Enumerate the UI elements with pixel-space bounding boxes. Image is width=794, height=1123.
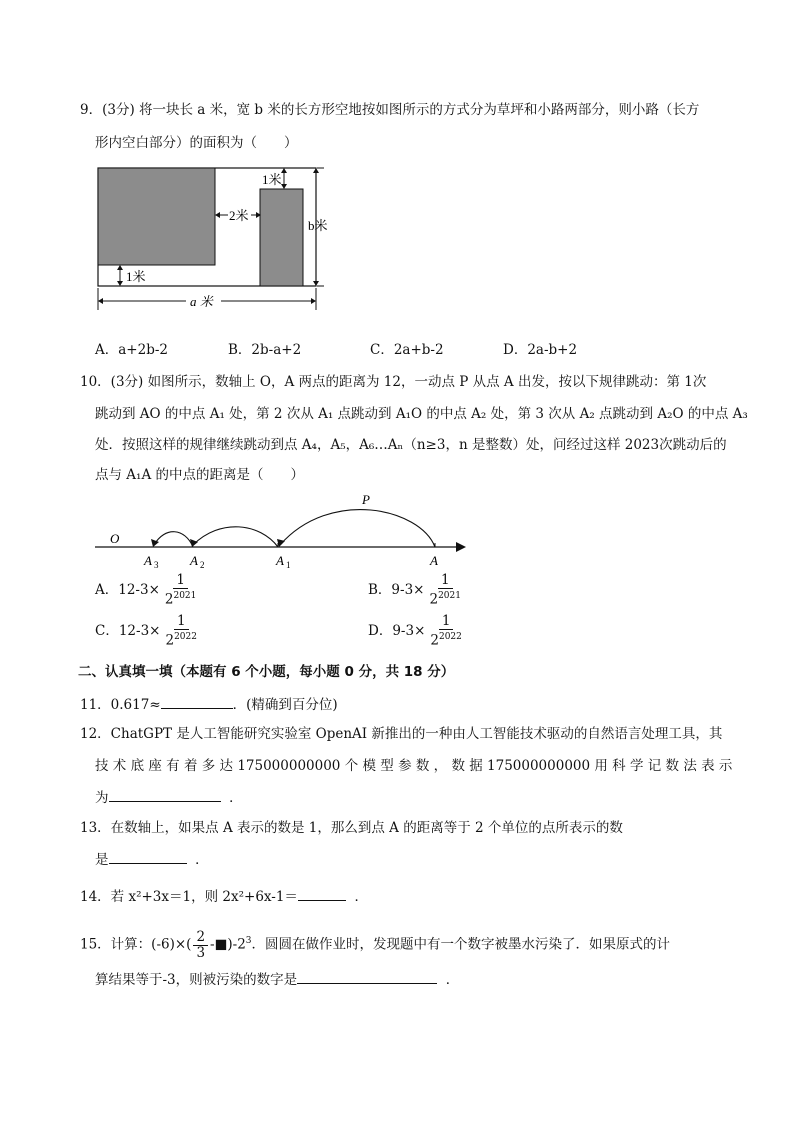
lawn-right [260,189,303,286]
q10-text-line3: 处．按照这样的规律继续跳动到点 A₄，A₅，A₆…Aₙ（n≥3，n 是整数）处，问经过这样 2023次跳动后的 [95,437,727,453]
label-2m: 2米 [229,208,249,223]
q10-number-line-figure [90,488,470,570]
label-bm: b米 [308,218,328,233]
q12-text-line3: 为 ． [95,787,243,808]
q9-option-a: A．a+2b-2 [95,342,168,358]
q13-answer-blank[interactable] [109,849,187,864]
q15-answer-blank[interactable] [297,969,437,984]
section-2-title: 二、认真填一填（本题有 6 个小题，每小题 0 分，共 18 分） [78,664,455,680]
q9-text-line2: 形内空白部分）的面积为（ ） [95,135,298,151]
q13-text-line2: 是 ． [95,849,209,870]
label-1m-top: 1米 [262,172,282,187]
label-P: P [362,492,370,507]
q9-text-line1: 9．(3分) 将一块长 a 米，宽 b 米的长方形空地按如图所示的方式分为草坪和小路两部分，则小路（长方 [80,102,700,118]
label-A1: A [276,553,284,568]
q13-text-line1: 13．在数轴上，如果点 A 表示的数是 1，那么到点 A 的距离等于 2 个单位的点所表示的数 [80,820,623,836]
q14-answer-blank[interactable] [298,886,346,901]
q10-option-b: B．9-3× $\frac{1}{2^{2021}}$ [368,572,461,608]
q10-option-c: C．12-3× $\frac{1}{2^{2022}}$ [95,613,197,649]
label-A: A [430,553,438,568]
label-A3-sub: 3 [154,560,159,570]
q10-option-d: D．9-3× $\frac{1}{2^{2022}}$ [368,613,462,649]
q15-text-line1: 15．计算：(-6)×( $\frac{2}{3}$ $-■)-2^3$．圆圆在做作业时，发现题中有一个数字被墨水污染了．如果原式的计 [80,928,671,961]
label-1m-bottom: 1米 [126,269,146,284]
label-O: O [110,531,120,546]
q9-figure [88,160,348,320]
label-am: a 米 [190,294,213,309]
label-A2-sub: 2 [200,560,205,570]
q9-option-c: C．2a+b-2 [370,342,444,358]
q12-text-line1: 12．ChatGPT 是人工智能研究实验室 OpenAI 新推出的一种由人工智能技术驱动的自然语言处理工具，其 [80,726,723,742]
q9-option-d: D．2a-b+2 [503,342,578,358]
q10-text-line2: 跳动到 AO 的中点 A₁ 处，第 2 次从 A₁ 点跳动到 A₁O 的中点 A₂ 处，第 3 次从 A₂ 点跳动到 A₂O 的中点 A₃ [95,406,748,422]
label-A3: A [144,553,152,568]
q10-option-a: A．12-3× $\frac{1}{2^{2021}}$ [95,572,197,608]
q11-text: 11．0.617≈ ．(精确到百分位) [80,694,338,715]
q10-text-line4: 点与 A₁A 的中点的距离是（ ） [95,467,304,483]
q9-option-b: B．2b-a+2 [228,342,302,358]
q11-answer-blank[interactable] [161,694,233,709]
q10-text-line1: 10．(3分) 如图所示，数轴上 O，A 两点的距离为 12，一动点 P 从点 A 出发，按以下规律跳动：第 1次 [80,374,707,390]
q12-text-line2: 技 术 底 座 有 着 多 达 175000000000 个 模 型 参 数 ， 数 据 175000000000 用 科 学 记 数 法 表 示 [95,758,733,774]
lawn-left [98,168,215,265]
label-A1-sub: 1 [286,560,291,570]
q12-answer-blank[interactable] [109,787,221,802]
q15-text-line2: 算结果等于-3，则被污染的数字是 ． [95,969,459,990]
label-A2: A [190,553,198,568]
q14-text: 14．若 x²+3x＝1，则 2x²+6x-1＝ ． [80,886,368,907]
